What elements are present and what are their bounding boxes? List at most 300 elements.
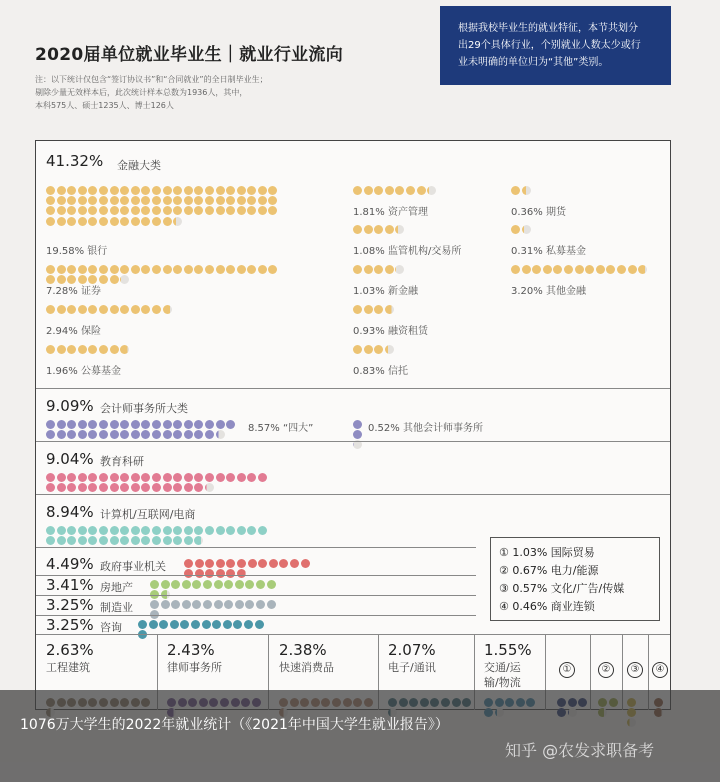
dot-mark [184,206,193,215]
dot-mark [364,225,373,234]
legend-item: ③ 0.57% 文化/广告/传媒 [499,582,625,595]
dot-mark [131,265,140,274]
dot-mark-partial [385,345,394,354]
dot-mark [141,305,150,314]
dot-mark [67,420,76,429]
finance-pct: 41.32% [46,152,104,170]
dot-mark [88,265,97,274]
dot-mark [67,430,76,439]
dot-mark [233,620,242,629]
dot-mark [184,186,193,195]
dot-mark [173,473,182,482]
dot-mark [57,196,66,205]
dot-mark [131,196,140,205]
dot-mark [163,536,172,545]
dot-mark [57,305,66,314]
dot-mark [184,526,193,535]
dot-mark [258,186,267,195]
label-other-finance: 3.20% 其他金融 [511,286,586,297]
finance-name: 金融大类 [117,159,161,172]
note-line: 剔除少量无效样本后，此次统计样本总数为1936人，其中， [35,88,248,97]
dot-mark [120,186,129,195]
dot-mark [173,483,182,492]
dot-mark [195,559,204,568]
law-pct: 2.43% [167,641,215,659]
divider [36,575,476,576]
dot-mark [88,305,97,314]
dot-mark [67,483,76,492]
dot-mark [57,345,66,354]
dot-mark [152,420,161,429]
dot-mark [110,420,119,429]
marker-3: ③ [627,662,643,678]
con-name: 咨询 [100,621,122,634]
dot-mark [173,526,182,535]
dot-mark [216,265,225,274]
dot-mark [192,580,201,589]
dot-mark [163,217,172,226]
law-name: 律师事务所 [167,661,222,674]
dot-mark [353,305,362,314]
dot-mark [216,473,225,482]
label-big-four: 8.57% “四大” [248,423,314,434]
dot-mark [374,225,383,234]
dot-mark [258,473,267,482]
dot-mark [205,473,214,482]
dot-mark [173,420,182,429]
dot-mark [184,196,193,205]
divider [36,615,476,616]
dot-mark [268,196,277,205]
divider [36,595,476,596]
dot-mark [247,473,256,482]
dots-leasing [353,305,493,315]
dot-mark [191,620,200,629]
dot-mark [511,186,520,195]
dot-mark [235,580,244,589]
dot-mark [364,186,373,195]
dot-mark [57,483,66,492]
dot-mark [161,600,170,609]
divider [36,634,670,635]
dot-mark [173,206,182,215]
dot-mark-partial [173,217,182,226]
dot-mark [110,536,119,545]
dot-mark [237,265,246,274]
dot-mark [57,265,66,274]
label-new-finance: 1.03% 新金融 [353,286,418,297]
dot-mark [374,305,383,314]
dot-mark [374,265,383,274]
caption-text: 1076万大学生的2022年就业统计（《2021年中国大学生就业报告》） [20,717,449,733]
acct-name: 会计师事务所大类 [100,402,188,415]
dot-mark [152,196,161,205]
dot-mark [194,420,203,429]
label-public-fund: 1.96% 公募基金 [46,366,121,377]
dot-mark [57,473,66,482]
dot-mark [67,186,76,195]
label-asset-mgmt: 1.81% 资产管理 [353,207,428,218]
re-pct: 3.41% [46,576,94,594]
dot-mark [46,473,55,482]
dot-mark [110,265,119,274]
dot-mark [237,526,246,535]
trans-name: 输/物流 [484,676,521,689]
dot-mark [214,580,223,589]
dot-mark [141,473,150,482]
marker-1: ① [559,662,575,678]
dots-regulator [353,225,493,235]
dot-mark [258,526,267,535]
dot-mark [131,420,140,429]
dot-mark [88,483,97,492]
dot-mark [532,265,541,274]
dot-mark [163,430,172,439]
dot-mark [267,600,276,609]
dot-mark [224,580,233,589]
dot-mark [279,559,288,568]
dot-mark [67,345,76,354]
dot-mark [258,559,267,568]
dot-mark [152,206,161,215]
dot-mark-partial [427,186,436,195]
dot-mark [67,265,76,274]
dot-mark [237,186,246,195]
dot-mark [247,186,256,195]
dot-mark [57,430,66,439]
dot-mark [248,559,257,568]
dot-mark [120,217,129,226]
dot-mark [237,473,246,482]
dot-mark [226,569,235,578]
dot-mark [99,206,108,215]
dot-mark [88,430,97,439]
dots-new-finance [353,265,493,275]
dots-manufacturing [150,600,280,620]
dot-mark [99,473,108,482]
dot-mark [226,265,235,274]
dot-mark [255,620,264,629]
dot-mark [575,265,584,274]
dot-mark [110,275,119,284]
dot-mark [258,196,267,205]
dot-mark-partial [638,265,647,274]
dot-mark [564,265,573,274]
dot-mark-partial [385,305,394,314]
dot-mark [110,483,119,492]
dots-bank [46,186,286,227]
dot-mark-partial [237,569,246,578]
dots-trust [353,345,493,355]
dot-mark [202,620,211,629]
dot-mark [596,265,605,274]
label-bank: 19.58% 银行 [46,246,108,257]
dot-mark [245,600,254,609]
divider [36,547,476,548]
dot-mark [110,345,119,354]
dot-mark [88,420,97,429]
dot-mark [78,526,87,535]
dot-mark [267,580,276,589]
dot-mark [216,206,225,215]
dot-mark [110,206,119,215]
dot-mark [141,420,150,429]
dot-mark [226,420,235,429]
dot-mark-partial [163,305,172,314]
dot-mark [395,186,404,195]
label-futures: 0.36% 期货 [511,207,566,218]
dot-mark [256,580,265,589]
watermark: 知乎 @农发求职备考 [505,741,655,760]
dot-mark [385,186,394,195]
dot-mark [99,186,108,195]
dot-mark [141,217,150,226]
dot-mark [173,430,182,439]
dot-mark [57,186,66,195]
dot-mark [110,430,119,439]
dot-mark [184,265,193,274]
dot-mark [205,265,214,274]
dot-mark [223,620,232,629]
dot-mark [152,305,161,314]
dot-mark [67,217,76,226]
dots-other-finance [511,265,651,275]
dot-mark [120,483,129,492]
dot-mark [511,265,520,274]
dot-mark [57,217,66,226]
dot-mark [226,196,235,205]
elec-name: 电子/通讯 [388,661,436,674]
dot-mark [99,536,108,545]
dot-mark [120,265,129,274]
dot-mark [364,265,373,274]
dot-mark [173,186,182,195]
dot-mark [364,305,373,314]
dot-mark [99,430,108,439]
label-other-accounting: 0.52% 其他会计师事务所 [368,423,483,434]
dot-mark [110,473,119,482]
dot-mark [301,559,310,568]
it-pct: 8.94% [46,503,94,521]
dot-mark [374,345,383,354]
dot-mark [99,420,108,429]
dot-mark [141,536,150,545]
dot-mark [120,420,129,429]
dot-mark [88,186,97,195]
dot-mark [78,473,87,482]
dot-mark [131,305,140,314]
note-line: 注：以下统计仅包含“签订协议书”和“合同就业”的全日制毕业生； [35,75,268,84]
dot-mark [237,206,246,215]
dot-mark [46,206,55,215]
dot-mark [585,265,594,274]
dot-mark [182,580,191,589]
dot-mark [161,580,170,589]
fmcg-name: 快速消费品 [279,661,334,674]
dot-mark [46,345,55,354]
dot-mark [163,265,172,274]
dot-mark [268,206,277,215]
dot-mark [88,196,97,205]
gov-pct: 4.49% [46,555,94,573]
legend-item: ④ 0.46% 商业连锁 [499,600,595,613]
dot-mark [141,526,150,535]
dot-mark [205,430,214,439]
trans-pct: 1.55% [484,641,532,659]
label-private-equity: 0.31% 私募基金 [511,246,586,257]
dots-public-fund [46,345,286,355]
dot-mark [141,483,150,492]
dot-mark-partial [522,186,531,195]
dot-mark [163,196,172,205]
dot-mark [192,600,201,609]
dot-mark-partial [216,430,225,439]
dot-mark [182,600,191,609]
dot-mark [67,206,76,215]
dot-mark [131,483,140,492]
dot-mark [152,483,161,492]
dot-mark [171,580,180,589]
dot-mark [150,600,159,609]
dot-mark [353,430,362,439]
dots-government [184,559,314,579]
dot-mark [152,430,161,439]
dot-mark [256,600,265,609]
marker-2: ② [598,662,614,678]
dot-mark [194,186,203,195]
dot-mark [205,196,214,205]
dot-mark [131,473,140,482]
dot-mark [163,420,172,429]
con-pct: 3.25% [46,616,94,634]
dot-mark [67,196,76,205]
dot-mark [417,186,426,195]
dot-mark [245,580,254,589]
dot-mark [131,186,140,195]
sample-note [35,73,335,112]
dot-mark [203,580,212,589]
dot-mark [67,536,76,545]
dot-mark [247,265,256,274]
mfg-pct: 3.25% [46,596,94,614]
dot-mark [46,196,55,205]
eng-name: 工程建筑 [46,661,90,674]
dot-mark [226,186,235,195]
dot-mark [67,526,76,535]
dot-mark [141,265,150,274]
dot-mark [141,206,150,215]
dot-mark [120,430,129,439]
dot-mark [88,345,97,354]
dot-mark [203,600,212,609]
dot-mark [152,217,161,226]
dot-mark [149,620,158,629]
dot-mark [226,559,235,568]
dot-mark [269,559,278,568]
dot-mark [353,345,362,354]
dot-mark [194,206,203,215]
dot-mark [374,186,383,195]
dot-mark [226,206,235,215]
dot-mark [46,186,55,195]
dot-mark [226,526,235,535]
dot-mark [141,430,150,439]
dot-mark [258,265,267,274]
callout-line: 根据我校毕业生的就业特征，本节共划分 [458,23,638,34]
dot-mark [180,620,189,629]
dot-mark [110,305,119,314]
dot-mark [46,483,55,492]
dot-mark [617,265,626,274]
dot-mark [110,196,119,205]
dot-mark [290,559,299,568]
marker-4: ④ [652,662,668,678]
dot-mark [110,526,119,535]
dot-mark [511,225,520,234]
dots-insurance [46,305,286,315]
dot-mark [216,559,225,568]
dot-mark-partial [395,265,404,274]
dot-mark [163,483,172,492]
dot-mark [88,536,97,545]
divider [36,388,670,389]
dot-mark [214,600,223,609]
dot-mark [205,186,214,195]
dot-mark [205,526,214,535]
elec-pct: 2.07% [388,641,436,659]
dot-mark [131,217,140,226]
dot-mark [131,206,140,215]
dots-asset-mgmt [353,186,493,196]
legend-box [490,537,660,621]
dot-mark [152,186,161,195]
mfg-name: 制造业 [100,601,133,614]
dot-mark [194,526,203,535]
dot-mark [205,569,214,578]
dot-mark [385,265,394,274]
trans-name: 交通/运 [484,661,521,674]
dot-mark [543,265,552,274]
dot-mark [606,265,615,274]
caption-overlay [0,690,720,782]
dot-mark [78,305,87,314]
acct-pct: 9.09% [46,397,94,415]
dot-mark [110,186,119,195]
callout-box [440,6,671,85]
dots-private-equity [511,225,651,235]
dot-mark [88,206,97,215]
divider [36,494,670,495]
dot-mark [237,559,246,568]
dot-mark [141,186,150,195]
dot-mark [46,536,55,545]
dot-mark [78,196,87,205]
dot-mark [152,526,161,535]
dot-mark [194,430,203,439]
dot-mark [173,196,182,205]
label-insurance: 2.94% 保险 [46,326,101,337]
eng-pct: 2.63% [46,641,94,659]
dot-mark [184,430,193,439]
dots-education [46,473,276,493]
dot-mark [152,265,161,274]
label-regulator: 1.08% 监管机构/交易所 [353,246,462,257]
dot-mark [195,569,204,578]
dot-mark [46,217,55,226]
dot-mark [224,600,233,609]
dot-mark [120,526,129,535]
edu-name: 教育科研 [100,455,144,468]
